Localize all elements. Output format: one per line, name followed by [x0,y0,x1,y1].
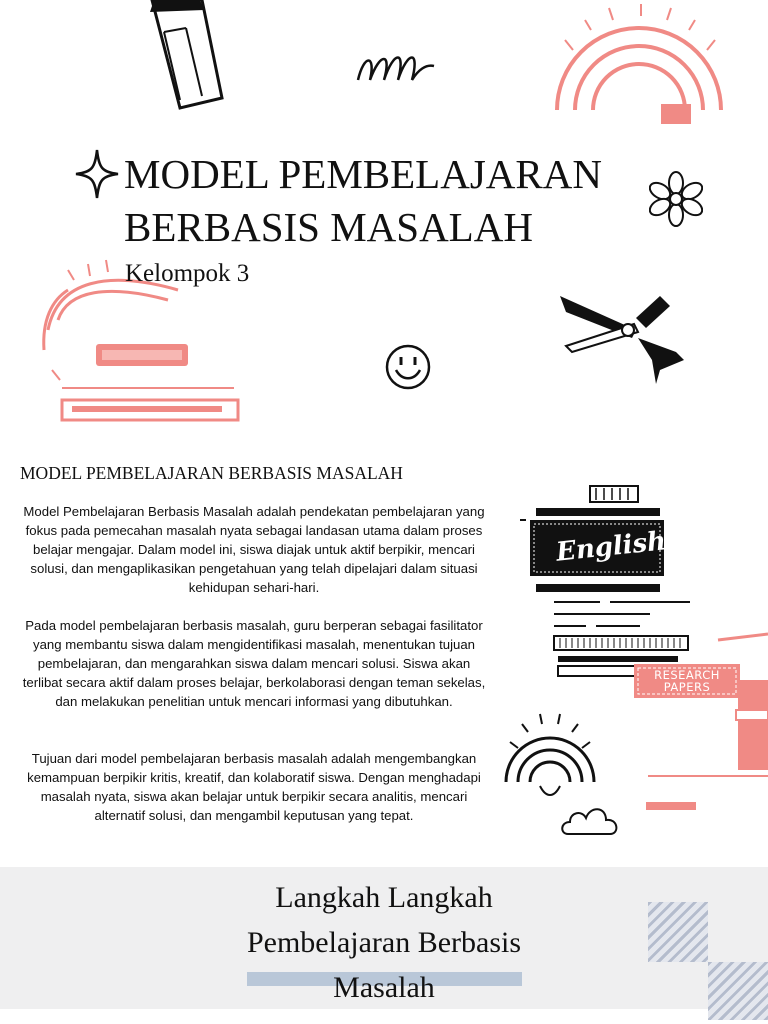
rainbow-doodle-icon [545,0,735,130]
body-paragraph-1: Model Pembelajaran Berbasis Masalah adalah pendekatan pembelajaran yang fokus pada pemecahan masalah nyata sebagai landasan utama dalam proses belajar mengajar. Dalam model ini, siswa diajak untuk aktif berpikir, mencari solusi, dan mengaplikasikan pengetahuan yang telah dipelajari dalam situasi kehidupan sehari-hari. [23,504,485,595]
scissors-icon [556,290,690,390]
ruler-doodle-icon [140,0,230,110]
group-subtitle: Kelompok 3 [125,260,250,287]
loop-scribble-icon [352,40,438,100]
page-title-line1: MODEL PEMBELAJARAN [124,151,602,197]
cloud-icon [560,802,622,838]
steps-heading-line2: Pembelajaran Berbasis [246,926,522,959]
hatched-square-decoration [708,962,768,1020]
body-paragraph-3: Tujuan dari model pembelajaran berbasis masalah adalah mengembangkan kemampuan berpikir kritis, kreatif, dan kolaboratif siswa. Dengan menghadapi masalah nyata, siswa akan belajar untuk berpikir secara analitis, mencari alternatif solusi, dan mengambil keputusan yang tepat. [27,751,481,823]
steps-heading-line1: Langkah Langkah [275,881,493,914]
pink-books-icon [628,630,768,810]
english-book-label: English [554,526,668,568]
hatched-square-decoration [648,902,708,962]
page-title-line2: BERBASIS MASALAH [124,204,533,250]
research-papers-label: RESEARCH PAPERS [654,668,720,694]
steps-heading-line3: Masalah [333,971,435,1004]
smiley-face-icon [384,343,432,391]
black-rainbow-icon [500,682,600,802]
section-heading: MODEL PEMBELAJARAN BERBASIS MASALAH [20,463,403,483]
flower-icon [649,170,703,228]
body-paragraph-2: Pada model pembelajaran berbasis masalah, guru berperan sebagai fasilitator yang membantu siswa dalam mengidentifikasi masalah, menentukan tujuan pembelajaran, dan mengarahkan siswa dalam mencari solusi. Siswa akan terlibat secara aktif dalam proses belajar, berkolaborasi dengan teman sekelas, dan melakukan penelitian untuk mencari informasi yang dibutuhkan. [22,618,486,709]
study-collage-illustration [500,480,768,840]
sparkle-icon [74,148,120,200]
